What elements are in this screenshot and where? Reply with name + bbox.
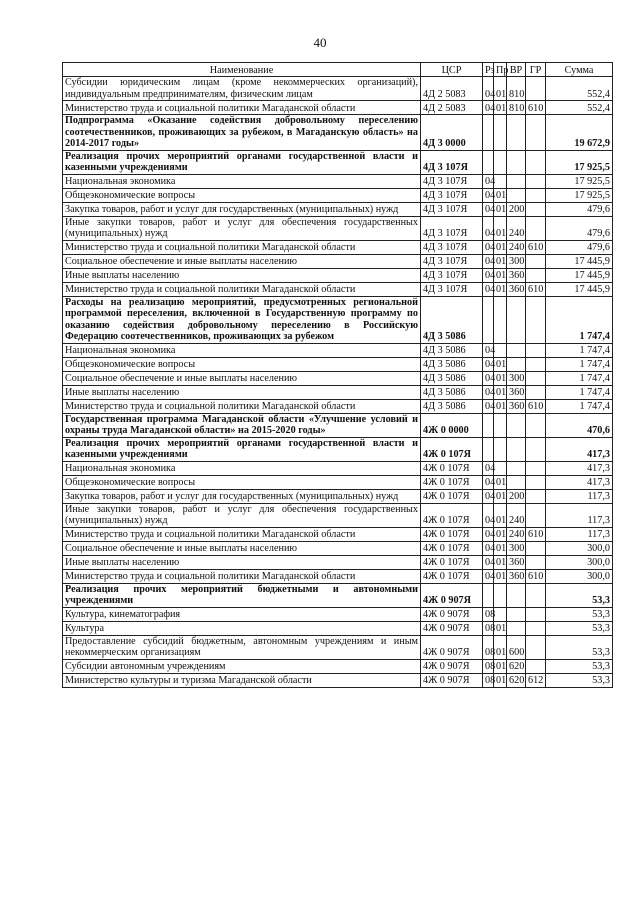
header-sum: Сумма (546, 63, 613, 77)
cell-pr: 01 (494, 282, 507, 296)
cell-sum: 300,0 (546, 555, 613, 569)
cell-name: Социальное обеспечение и иные выплаты населению (63, 371, 421, 385)
cell-sum: 1 747,4 (546, 371, 613, 385)
cell-rz: 04 (483, 101, 494, 115)
cell-name: Национальная экономика (63, 461, 421, 475)
cell-name: Расходы на реализацию мероприятий, предусмотренных региональной программой переселения, включенной в Государственную программу по оказанию содействия добровольному переселению в Российскую Федерацию соотечественников, проживающих за рубежом (63, 296, 421, 343)
cell-csr: 4Ж 0 907Я (421, 673, 483, 687)
cell-vr: 360 (507, 282, 526, 296)
cell-name: Общеэкономические вопросы (63, 188, 421, 202)
table-row (63, 343, 613, 357)
cell-name: Министерство труда и социальной политики Магаданской области (63, 569, 421, 583)
cell-name: Иные закупки товаров, работ и услуг для обеспечения государственных (муниципальных) нужд (63, 216, 421, 240)
cell-pr: 01 (494, 673, 507, 687)
cell-vr (507, 475, 526, 489)
cell-vr (507, 296, 526, 343)
table-row (63, 569, 613, 583)
cell-gr (526, 216, 546, 240)
cell-vr (507, 461, 526, 475)
cell-rz: 04 (483, 188, 494, 202)
cell-rz: 04 (483, 202, 494, 216)
header-vr: ВР (507, 63, 526, 77)
table-row (63, 282, 613, 296)
cell-vr (507, 343, 526, 357)
cell-pr: 01 (494, 489, 507, 503)
cell-pr: 01 (494, 77, 507, 101)
cell-pr: 01 (494, 202, 507, 216)
cell-name: Государственная программа Магаданской области «Улучшение условий и охраны труда Магаданской области» на 2015-2020 годы» (63, 413, 421, 437)
cell-gr (526, 503, 546, 527)
cell-gr (526, 296, 546, 343)
header-name: Наименование (63, 63, 421, 77)
cell-pr: 01 (494, 188, 507, 202)
cell-sum: 19 672,9 (546, 115, 613, 151)
cell-csr: 4Д 3 5086 (421, 296, 483, 343)
cell-name: Министерство труда и социальной политики Магаданской области (63, 527, 421, 541)
cell-pr: 01 (494, 399, 507, 413)
cell-gr (526, 437, 546, 461)
cell-gr (526, 202, 546, 216)
cell-name: Иные выплаты населению (63, 385, 421, 399)
cell-csr: 4Д 3 107Я (421, 268, 483, 282)
cell-vr: 240 (507, 503, 526, 527)
header-csr: ЦСР (421, 63, 483, 77)
cell-vr: 600 (507, 635, 526, 659)
cell-csr: 4Д 3 107Я (421, 254, 483, 268)
cell-rz: 08 (483, 607, 494, 621)
cell-gr (526, 659, 546, 673)
cell-csr: 4Ж 0 107Я (421, 475, 483, 489)
cell-rz: 04 (483, 216, 494, 240)
cell-gr (526, 461, 546, 475)
cell-csr: 4Ж 0 107Я (421, 527, 483, 541)
cell-vr: 620 (507, 673, 526, 687)
table-row (63, 385, 613, 399)
cell-rz (483, 413, 494, 437)
cell-rz (483, 296, 494, 343)
cell-sum: 552,4 (546, 77, 613, 101)
cell-gr: 610 (526, 527, 546, 541)
cell-name: Министерство труда и социальной политики Магаданской области (63, 282, 421, 296)
cell-vr: 360 (507, 268, 526, 282)
cell-sum: 479,6 (546, 240, 613, 254)
table-row (63, 240, 613, 254)
cell-name: Подпрограмма «Оказание содействия добровольному переселению соотечественников, проживающих за рубежом, в Магаданскую область» на 2014-2017 годы» (63, 115, 421, 151)
cell-name: Иные закупки товаров, работ и услуг для обеспечения государственных (муниципальных) нужд (63, 503, 421, 527)
cell-csr: 4Ж 0 907Я (421, 583, 483, 607)
cell-name: Реализация прочих мероприятий органами государственной власти и казенными учреждениями (63, 437, 421, 461)
cell-sum: 117,3 (546, 503, 613, 527)
cell-csr: 4Ж 0 0000 (421, 413, 483, 437)
cell-name: Субсидии автономным учреждениям (63, 659, 421, 673)
cell-name: Министерство культуры и туризма Магаданской области (63, 673, 421, 687)
cell-rz: 04 (483, 282, 494, 296)
cell-gr (526, 357, 546, 371)
cell-name: Реализация прочих мероприятий бюджетными и автономными учреждениями (63, 583, 421, 607)
cell-gr (526, 541, 546, 555)
cell-vr (507, 357, 526, 371)
cell-sum: 1 747,4 (546, 296, 613, 343)
cell-sum: 1 747,4 (546, 343, 613, 357)
cell-rz: 04 (483, 371, 494, 385)
table-row (63, 527, 613, 541)
cell-sum: 300,0 (546, 541, 613, 555)
cell-gr: 612 (526, 673, 546, 687)
cell-csr: 4Ж 0 907Я (421, 635, 483, 659)
cell-sum: 300,0 (546, 569, 613, 583)
cell-vr: 240 (507, 216, 526, 240)
cell-name: Иные выплаты населению (63, 268, 421, 282)
table-row (63, 475, 613, 489)
cell-csr: 4Д 3 107Я (421, 282, 483, 296)
cell-gr: 610 (526, 101, 546, 115)
cell-gr (526, 115, 546, 151)
cell-rz: 04 (483, 399, 494, 413)
cell-pr: 01 (494, 527, 507, 541)
cell-pr: 01 (494, 541, 507, 555)
table-row (63, 296, 613, 343)
cell-vr: 620 (507, 659, 526, 673)
cell-sum: 417,3 (546, 475, 613, 489)
table-row (63, 503, 613, 527)
cell-gr (526, 268, 546, 282)
cell-rz: 04 (483, 174, 494, 188)
table-row (63, 673, 613, 687)
table-body (63, 77, 613, 688)
cell-rz: 04 (483, 357, 494, 371)
table-row (63, 541, 613, 555)
cell-csr: 4Ж 0 107Я (421, 489, 483, 503)
cell-name: Социальное обеспечение и иные выплаты населению (63, 254, 421, 268)
cell-name: Общеэкономические вопросы (63, 475, 421, 489)
table-row (63, 583, 613, 607)
cell-gr (526, 150, 546, 174)
table-row (63, 216, 613, 240)
cell-gr (526, 343, 546, 357)
cell-pr: 01 (494, 503, 507, 527)
cell-pr: 01 (494, 216, 507, 240)
cell-name: Реализация прочих мероприятий органами государственной власти и казенными учреждениями (63, 150, 421, 174)
table-row (63, 150, 613, 174)
cell-sum: 17 445,9 (546, 268, 613, 282)
cell-gr: 610 (526, 282, 546, 296)
cell-rz: 08 (483, 621, 494, 635)
cell-rz (483, 437, 494, 461)
cell-rz: 04 (483, 268, 494, 282)
table-row (63, 202, 613, 216)
cell-pr: 01 (494, 240, 507, 254)
cell-name: Закупка товаров, работ и услуг для государственных (муниципальных) нужд (63, 202, 421, 216)
cell-sum: 1 747,4 (546, 357, 613, 371)
cell-gr (526, 583, 546, 607)
cell-sum: 479,6 (546, 202, 613, 216)
cell-sum: 17 445,9 (546, 254, 613, 268)
cell-rz: 04 (483, 555, 494, 569)
cell-rz: 04 (483, 475, 494, 489)
cell-gr (526, 489, 546, 503)
cell-pr (494, 115, 507, 151)
cell-pr: 01 (494, 475, 507, 489)
cell-gr (526, 174, 546, 188)
table-row (63, 254, 613, 268)
cell-pr (494, 583, 507, 607)
cell-vr (507, 188, 526, 202)
cell-pr (494, 150, 507, 174)
cell-pr: 01 (494, 569, 507, 583)
table-row (63, 461, 613, 475)
cell-vr (507, 150, 526, 174)
cell-gr (526, 555, 546, 569)
cell-sum: 17 925,5 (546, 188, 613, 202)
cell-vr (507, 413, 526, 437)
cell-name: Министерство труда и социальной политики Магаданской области (63, 240, 421, 254)
cell-pr: 01 (494, 101, 507, 115)
cell-sum: 479,6 (546, 216, 613, 240)
cell-vr (507, 437, 526, 461)
cell-csr: 4Д 3 5086 (421, 371, 483, 385)
cell-name: Субсидии юридическим лицам (кроме некоммерческих организаций), индивидуальным предпринимателям, физическим лицам (63, 77, 421, 101)
cell-pr: 01 (494, 357, 507, 371)
cell-sum: 53,3 (546, 673, 613, 687)
cell-name: Культура, кинематография (63, 607, 421, 621)
cell-gr (526, 254, 546, 268)
cell-vr: 300 (507, 371, 526, 385)
cell-csr: 4Д 3 5086 (421, 357, 483, 371)
cell-sum: 417,3 (546, 461, 613, 475)
cell-rz: 04 (483, 527, 494, 541)
cell-vr (507, 621, 526, 635)
cell-csr: 4Ж 0 907Я (421, 659, 483, 673)
cell-sum: 552,4 (546, 101, 613, 115)
cell-pr: 01 (494, 268, 507, 282)
cell-sum: 53,3 (546, 621, 613, 635)
cell-csr: 4Д 3 107Я (421, 240, 483, 254)
cell-csr: 4Д 3 5086 (421, 385, 483, 399)
table-row (63, 489, 613, 503)
cell-gr (526, 188, 546, 202)
cell-gr (526, 385, 546, 399)
cell-rz: 04 (483, 503, 494, 527)
cell-rz (483, 150, 494, 174)
cell-pr: 01 (494, 659, 507, 673)
cell-csr: 4Д 3 107Я (421, 202, 483, 216)
cell-pr (494, 413, 507, 437)
cell-rz: 04 (483, 461, 494, 475)
cell-rz (483, 583, 494, 607)
cell-vr (507, 583, 526, 607)
cell-name: Общеэкономические вопросы (63, 357, 421, 371)
cell-gr (526, 413, 546, 437)
cell-gr: 610 (526, 240, 546, 254)
table-row (63, 115, 613, 151)
cell-vr: 240 (507, 240, 526, 254)
table-row (63, 268, 613, 282)
cell-pr (494, 296, 507, 343)
cell-vr (507, 607, 526, 621)
cell-vr: 810 (507, 101, 526, 115)
cell-pr: 01 (494, 385, 507, 399)
cell-csr: 4Ж 0 107Я (421, 461, 483, 475)
cell-sum: 17 445,9 (546, 282, 613, 296)
cell-name: Социальное обеспечение и иные выплаты населению (63, 541, 421, 555)
table-row (63, 607, 613, 621)
cell-rz: 04 (483, 240, 494, 254)
table-row (63, 555, 613, 569)
cell-csr: 4Д 2 5083 (421, 77, 483, 101)
cell-vr: 200 (507, 489, 526, 503)
cell-sum: 1 747,4 (546, 385, 613, 399)
table-row (63, 635, 613, 659)
cell-pr (494, 437, 507, 461)
cell-csr: 4Ж 0 107Я (421, 569, 483, 583)
cell-vr: 300 (507, 254, 526, 268)
cell-rz: 04 (483, 489, 494, 503)
cell-gr (526, 77, 546, 101)
cell-vr: 360 (507, 555, 526, 569)
cell-vr: 360 (507, 569, 526, 583)
table-row (63, 357, 613, 371)
table-header-row (63, 63, 613, 77)
cell-gr (526, 621, 546, 635)
cell-vr (507, 174, 526, 188)
cell-csr: 4Д 3 5086 (421, 343, 483, 357)
cell-sum: 417,3 (546, 437, 613, 461)
cell-rz: 04 (483, 77, 494, 101)
cell-rz: 04 (483, 569, 494, 583)
cell-gr (526, 475, 546, 489)
cell-csr: 4Ж 0 107Я (421, 541, 483, 555)
cell-rz: 04 (483, 385, 494, 399)
cell-sum: 117,3 (546, 527, 613, 541)
cell-vr: 360 (507, 399, 526, 413)
table-row (63, 174, 613, 188)
cell-csr: 4Ж 0 907Я (421, 607, 483, 621)
cell-sum: 117,3 (546, 489, 613, 503)
header-rz: Рз (483, 63, 494, 77)
header-pr: Пр (494, 63, 507, 77)
cell-name: Закупка товаров, работ и услуг для государственных (муниципальных) нужд (63, 489, 421, 503)
cell-csr: 4Д 3 0000 (421, 115, 483, 151)
cell-rz: 04 (483, 254, 494, 268)
cell-name: Иные выплаты населению (63, 555, 421, 569)
cell-sum: 470,6 (546, 413, 613, 437)
cell-gr: 610 (526, 399, 546, 413)
cell-pr (494, 607, 507, 621)
table-row (63, 621, 613, 635)
table-row (63, 371, 613, 385)
cell-sum: 17 925,5 (546, 150, 613, 174)
cell-gr (526, 635, 546, 659)
cell-pr (494, 461, 507, 475)
cell-pr (494, 343, 507, 357)
cell-csr: 4Д 3 107Я (421, 216, 483, 240)
cell-gr: 610 (526, 569, 546, 583)
budget-table (62, 62, 613, 688)
cell-name: Предоставление субсидий бюджетным, автономным учреждениям и иным некоммерческим организациям (63, 635, 421, 659)
cell-rz: 08 (483, 635, 494, 659)
cell-pr: 01 (494, 635, 507, 659)
cell-csr: 4Ж 0 907Я (421, 621, 483, 635)
cell-sum: 53,3 (546, 583, 613, 607)
cell-vr: 300 (507, 541, 526, 555)
cell-vr: 200 (507, 202, 526, 216)
cell-vr (507, 115, 526, 151)
cell-pr: 01 (494, 621, 507, 635)
cell-pr: 01 (494, 555, 507, 569)
table-row (63, 437, 613, 461)
cell-rz: 08 (483, 659, 494, 673)
cell-sum: 1 747,4 (546, 399, 613, 413)
cell-pr (494, 174, 507, 188)
table-row (63, 188, 613, 202)
cell-csr: 4Д 3 5086 (421, 399, 483, 413)
table-row (63, 413, 613, 437)
table-row (63, 399, 613, 413)
table-row (63, 101, 613, 115)
cell-vr: 360 (507, 385, 526, 399)
cell-gr (526, 607, 546, 621)
cell-csr: 4Ж 0 107Я (421, 555, 483, 569)
cell-csr: 4Д 3 107Я (421, 188, 483, 202)
cell-sum: 53,3 (546, 659, 613, 673)
cell-vr: 810 (507, 77, 526, 101)
cell-sum: 17 925,5 (546, 174, 613, 188)
cell-name: Министерство труда и социальной политики Магаданской области (63, 399, 421, 413)
cell-csr: 4Д 3 107Я (421, 150, 483, 174)
cell-rz: 08 (483, 673, 494, 687)
cell-gr (526, 371, 546, 385)
cell-name: Национальная экономика (63, 343, 421, 357)
table-row (63, 77, 613, 101)
cell-csr: 4Ж 0 107Я (421, 503, 483, 527)
cell-csr: 4Д 3 107Я (421, 174, 483, 188)
cell-sum: 53,3 (546, 635, 613, 659)
cell-rz (483, 115, 494, 151)
cell-name: Национальная экономика (63, 174, 421, 188)
cell-name: Культура (63, 621, 421, 635)
cell-rz: 04 (483, 541, 494, 555)
header-gr: ГР (526, 63, 546, 77)
cell-name: Министерство труда и социальной политики Магаданской области (63, 101, 421, 115)
cell-pr: 01 (494, 371, 507, 385)
cell-pr: 01 (494, 254, 507, 268)
cell-csr: 4Ж 0 107Я (421, 437, 483, 461)
cell-csr: 4Д 2 5083 (421, 101, 483, 115)
table-row (63, 659, 613, 673)
page-number: 40 (313, 35, 327, 50)
cell-vr: 240 (507, 527, 526, 541)
cell-sum: 53,3 (546, 607, 613, 621)
cell-rz: 04 (483, 343, 494, 357)
